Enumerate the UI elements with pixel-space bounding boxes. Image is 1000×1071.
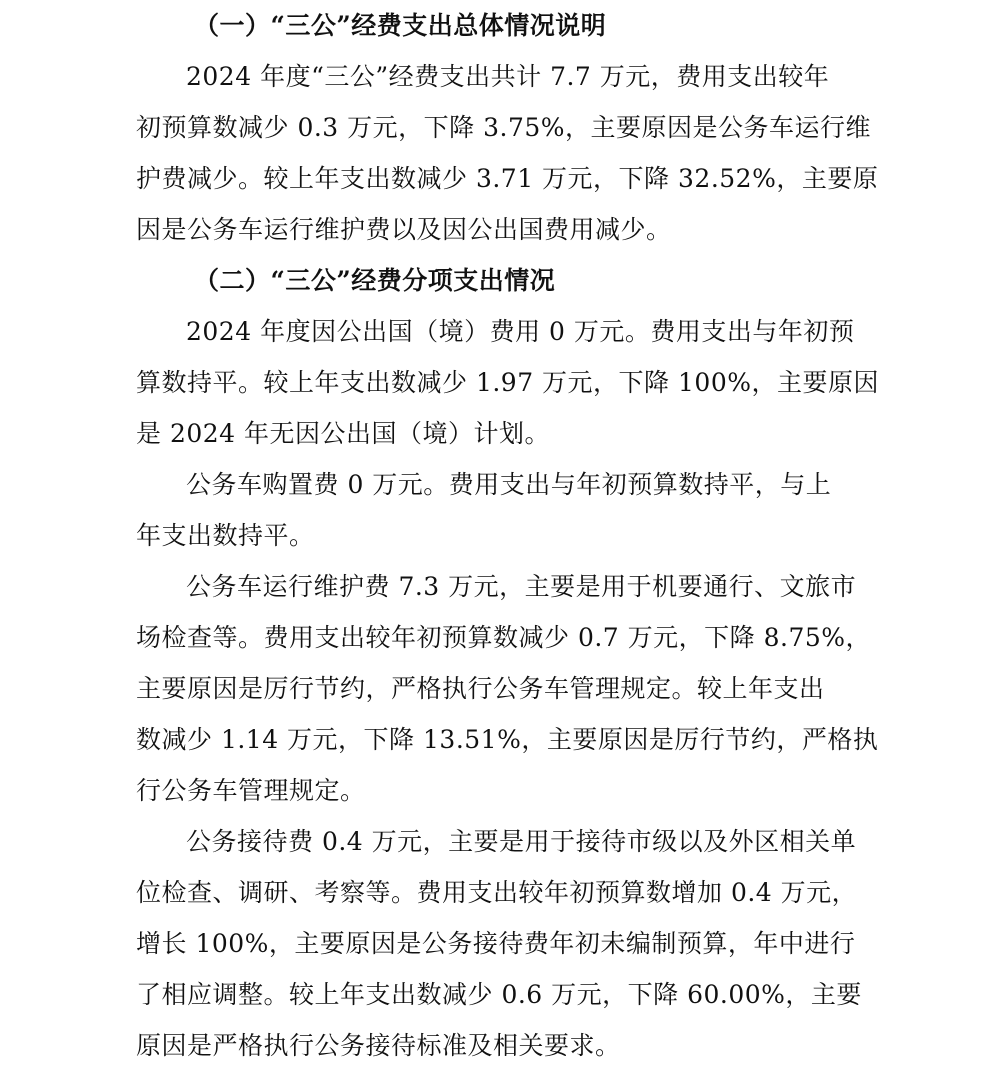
text-line: 2024 年度“三公”经费支出共计 7.7 万元，费用支出较年 (186, 62, 830, 91)
text-line: 原因是严格执行公务接待标准及相关要求。 (136, 1031, 621, 1060)
text-line: 数减少 1.14 万元，下降 13.51%，主要原因是厉行节约，严格执 (136, 725, 879, 754)
text-line: 公务车运行维护费 7.3 万元，主要是用于机要通行、文旅市 (186, 572, 857, 601)
text-line: 主要原因是厉行节约，严格执行公务车管理规定。较上年支出 (136, 674, 825, 703)
text-line: 场检查等。费用支出较年初预算数减少 0.7 万元，下降 8.75%， (136, 623, 872, 652)
text-line: 初预算数减少 0.3 万元，下降 3.75%，主要原因是公务车运行维 (136, 113, 872, 142)
paragraph-vehicle-purchase (136, 459, 876, 561)
text-line: 公务接待费 0.4 万元，主要是用于接待市级以及外区相关单 (186, 827, 857, 856)
paragraph-overseas-travel (136, 306, 879, 459)
paragraph-reception (136, 816, 876, 1071)
text-line: 是 2024 年无因公出国（境）计划。 (136, 419, 551, 448)
section-heading-itemized: （二）“三公”经费分项支出情况 (194, 266, 556, 295)
text-line: 年支出数持平。 (136, 521, 315, 550)
text-line: 算数持平。较上年支出数减少 1.97 万元，下降 100%，主要原因 (136, 368, 879, 397)
text-line: 了相应调整。较上年支出数减少 0.6 万元，下降 60.00%，主要 (136, 980, 862, 1009)
paragraph-vehicle-operation (136, 561, 879, 816)
paragraph-overall (136, 51, 879, 255)
text-line: 护费减少。较上年支出数减少 3.71 万元，下降 32.52%，主要原 (136, 164, 879, 193)
text-line: 行公务车管理规定。 (136, 776, 366, 805)
text-line: 公务车购置费 0 万元。费用支出与年初预算数持平，与上 (186, 470, 832, 499)
document-page (136, 0, 879, 1071)
text-line: 2024 年度因公出国（境）费用 0 万元。费用支出与年初预 (186, 317, 855, 346)
text-line: 因是公务车运行维护费以及因公出国费用减少。 (136, 215, 672, 244)
text-line: 增长 100%，主要原因是公务接待费年初未编制预算，年中进行 (136, 929, 856, 958)
text-line: 位检查、调研、考察等。费用支出较年初预算数增加 0.4 万元， (136, 878, 858, 907)
section-heading-overall: （一）“三公”经费支出总体情况说明 (194, 11, 607, 40)
